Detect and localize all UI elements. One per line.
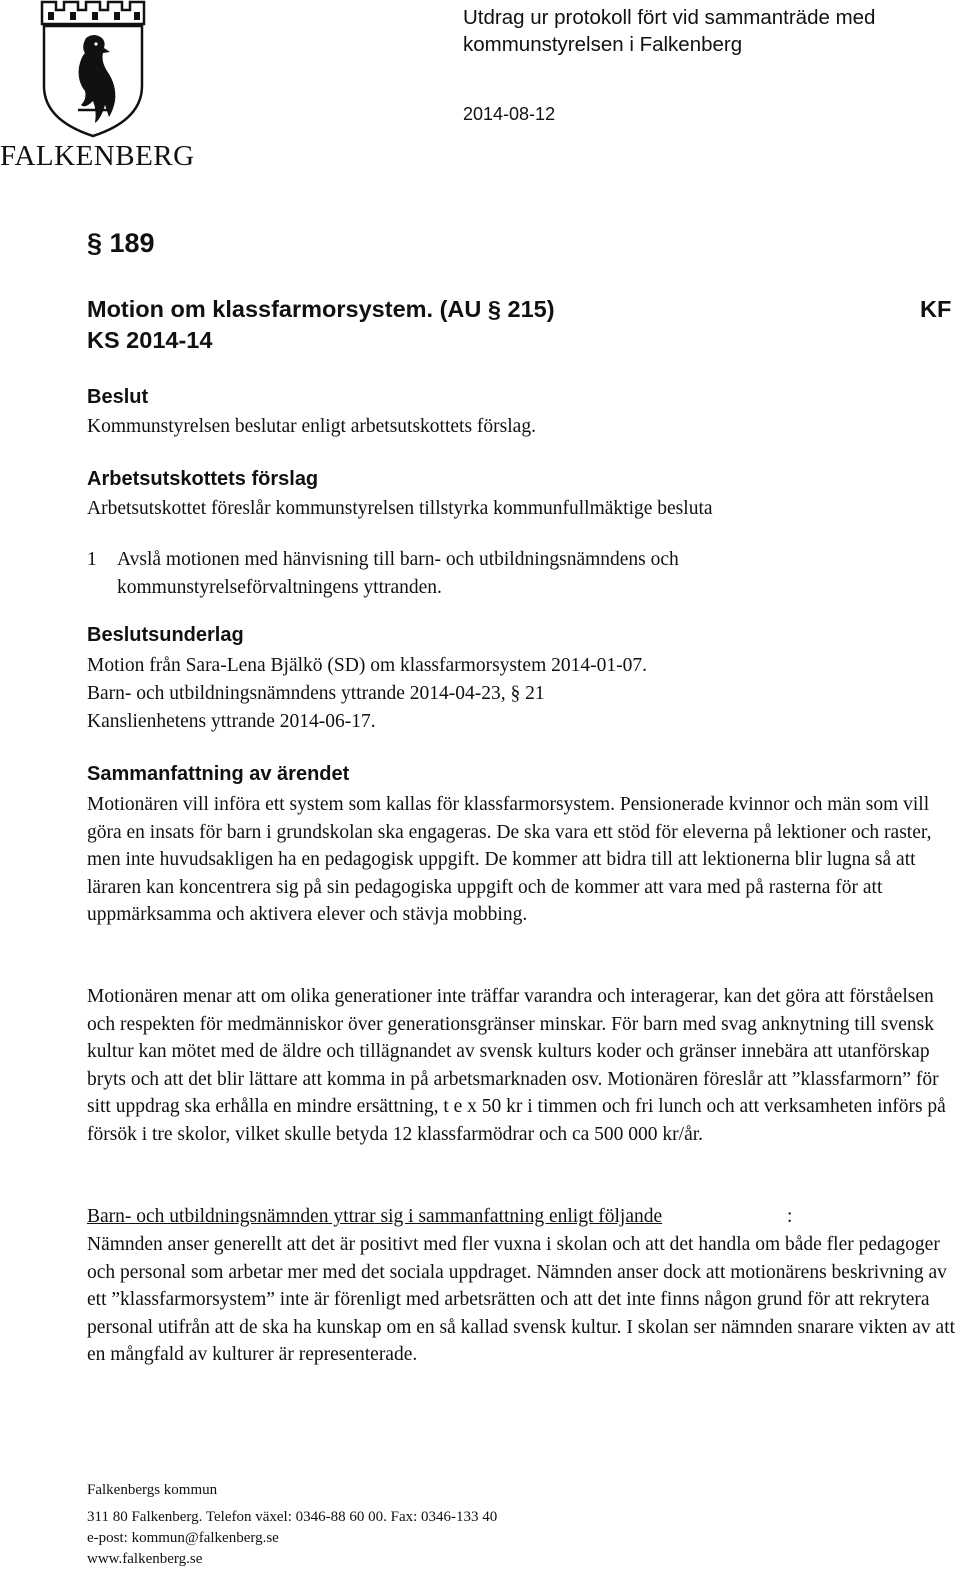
- beslut-text: Kommunstyrelsen beslutar enligt arbetsutskottets förslag.: [87, 416, 536, 437]
- sammanfattning-paragraph: Motionären vill införa ett system som kallas för klassfarmorsystem. Pensionerade kvinnor och män som vill göra en insats för barn i grundskolan ska engageras. De ska vara ett stöd för eleverna på lektioner och raster, men inte huvudsakligen ha en pedagogisk uppgift. De kommer att bidra till att lektionerna blir lugna så att läraren kan koncentrera sig på sin pedagogiska uppgift och de kommer att vara med på rasterna för att uppmärksamma och aktivera elever och stävja mobbing.: [87, 794, 932, 925]
- beslutsunderlag-heading: Beslutsunderlag: [87, 624, 244, 646]
- protocol-line-2: kommunstyrelsen i Falkenberg: [463, 33, 743, 56]
- falkenberg-coat-of-arms-icon: [34, 0, 152, 138]
- case-number: KS 2014-14: [87, 327, 213, 353]
- beslut-heading: Beslut: [87, 386, 149, 408]
- beslutsunderlag-line: Motion från Sara-Lena Bjälkö (SD) om klassfarmorsystem 2014-01-07.: [87, 655, 647, 676]
- case-title: Motion om klassfarmorsystem. (AU § 215): [87, 296, 555, 322]
- protocol-header: [463, 4, 875, 58]
- nämnd-statement-colon: :: [787, 1206, 793, 1227]
- paragraph-number: § 189: [87, 228, 155, 258]
- proposal-item-text: Avslå motionen med hänvisning till barn- och utbildningsnämndens och kommunstyrelseförvaltningens yttranden.: [117, 549, 679, 598]
- sammanfattning-paragraph: Nämnden anser generellt att det är positivt med fler vuxna i skolan och att det handla om både fler pedagoger och personal som arbetar mer med det sociala uppdraget. Nämnden anser dock att motionärens beskrivning av ett ”klassfarmorsystem” inte är förenligt med arbetsrätten och att det inte finns någon grund för att rekrytera personal utifrån att de ska ha kunskap om en så kallad svensk kultur. I skolan ser nämnden snarare vikten av att en mångfald av kulturer är representerade.: [87, 1234, 956, 1365]
- footer-address: 311 80 Falkenberg. Telefon växel: 0346-88 60 00. Fax: 0346-133 40: [87, 1509, 498, 1525]
- proposal-item-number: 1: [87, 549, 97, 570]
- footer: [87, 1480, 497, 1570]
- footer-org: Falkenbergs kommun: [87, 1482, 218, 1498]
- sammanfattning-paragraph: Motionären menar att om olika generationer inte träffar varandra och interagerar, kan det göra att förståelsen och respekten för medmänniskor över generationsgränser minskar. För barn med svag anknytning till svensk kultur kan mötet med de äldre och tillägnandet av svensk kulturs koder och gränser innebära att utanförskap bryts och att det blir lättare att komma in på arbetsmarknaden osv. Motionären föreslår att ”klassfarmorn” för sitt uppdrag ska erhålla en mindre ersättning, t e x 50 kr i timmen och fri lunch och att verksamheten införs på försök i tre skolor, vilket skulle betyda 12 klassfarmödrar och ca 500 000 kr/år.: [87, 986, 946, 1145]
- meeting-date: 2014-08-12: [463, 104, 556, 124]
- brand-name: FALKENBERG: [0, 140, 195, 172]
- footer-web-link[interactable]: www.falkenberg.se: [87, 1551, 203, 1567]
- beslutsunderlag-line: Kanslienhetens yttrande 2014-06-17.: [87, 711, 376, 732]
- au-forslag-text: Arbetsutskottet föreslår kommunstyrelsen tillstyrka kommunfullmäktige besluta: [87, 498, 713, 519]
- au-forslag-heading: Arbetsutskottets förslag: [87, 468, 319, 490]
- footer-email[interactable]: e-post: kommun@falkenberg.se: [87, 1530, 279, 1546]
- protocol-line-1: Utdrag ur protokoll fört vid sammanträde med: [463, 6, 876, 29]
- sammanfattning-heading: Sammanfattning av ärendet: [87, 763, 350, 785]
- nämnd-statement-heading: Barn- och utbildningsnämnden yttrar sig i sammanfattning enligt följande: [87, 1206, 663, 1227]
- referral-badge: KF: [920, 296, 952, 322]
- beslutsunderlag-line: Barn- och utbildningsnämndens yttrande 2014-04-23, § 21: [87, 683, 545, 704]
